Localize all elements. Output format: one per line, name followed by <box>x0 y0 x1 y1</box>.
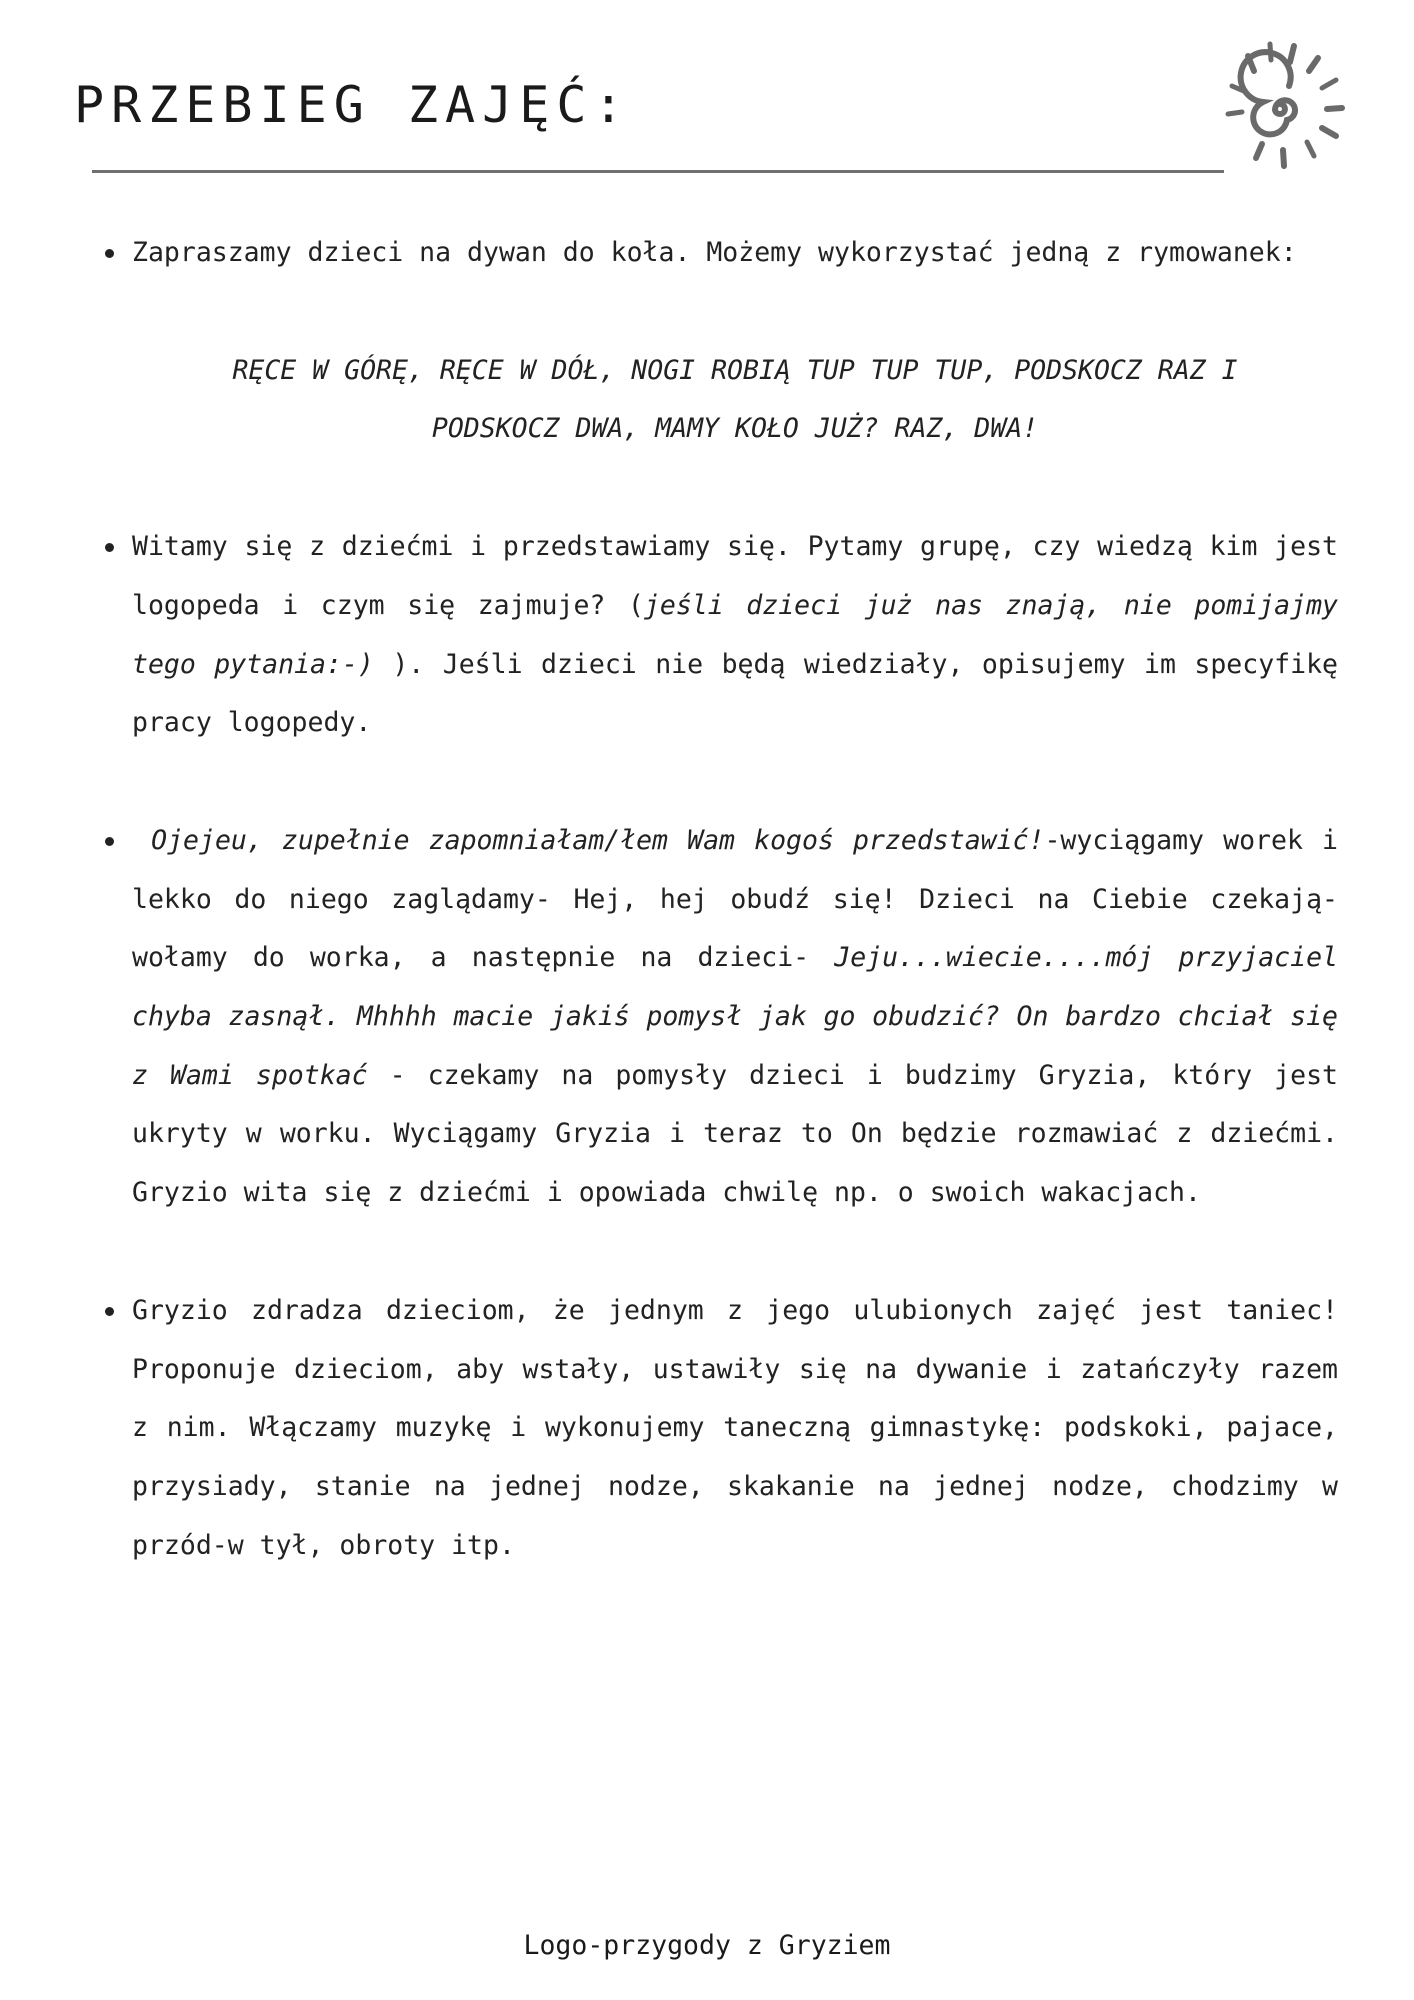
page-title: PRZEBIEG ZAJĘĆ: <box>74 76 631 134</box>
bullet-icon <box>105 1307 114 1316</box>
list-item <box>102 812 1338 1223</box>
item-text: - czekamy na pomysły dzieci i budzimy Gryzia, który jest ukryty w worku. Wyciągamy Gryzia i teraz to On będzie rozmawiać z dziećmi. Gryzio wita się z dziećmi i opowiada chwilę np. o swoich wakacjach. <box>132 1059 1338 1209</box>
bullet-icon <box>105 543 114 552</box>
sun-spiral-icon <box>1210 38 1360 178</box>
list-item <box>102 518 1338 753</box>
item-text: -wyciągamy worek i lekko do niego zaglądamy- Hej, hej obudź się! Dzieci na Ciebie czekają- wołamy do worka, a następnie na dzieci- <box>132 824 1338 974</box>
item-text: Gryzio zdradza dzieciom, że jednym z jego ulubionych zajęć jest taniec! Proponuje dzieciom, aby wstały, ustawiły się na dywanie i zatańczyły razem z nim. Włączamy muzykę i wykonujemy taneczną gimnastykę: podskoki, pajace, przysiady, stanie na jednej nodze, skakanie na jednej nodze, chodzimy w przód-w tył, obroty itp. <box>132 1294 1338 1561</box>
rhyme-line: PODSKOCZ DWA, MAMY KOŁO JUŻ? RAZ, DWA! <box>431 413 1039 445</box>
item-text: Witamy się z dziećmi i przedstawiamy się. Pytamy grupę, czy wiedzą kim jest logopeda i czym się zajmuje? ( <box>132 531 1338 621</box>
title-divider <box>92 170 1224 173</box>
bullet-list <box>102 224 1338 283</box>
item-text: ). Jeśli dzieci nie będą wiedziały, opisujemy im specyfikę pracy logopedy. <box>132 648 1338 739</box>
rhyme-quote <box>132 342 1338 459</box>
list-item <box>102 224 1338 283</box>
page-footer: Logo-przygody z Gryziem <box>523 1930 891 1961</box>
list-item <box>102 1282 1338 1576</box>
lesson-steps <box>102 224 1338 1634</box>
bullet-icon <box>105 837 114 846</box>
item-text-italic: jeśli dzieci już nas znają, nie pomijajmy tego pytania:-) <box>132 589 1338 680</box>
rhyme-line: RĘCE W GÓRĘ, RĘCE W DÓŁ, NOGI ROBIĄ TUP TUP TUP, PODSKOCZ RAZ I <box>232 354 1238 386</box>
item-text: Zapraszamy dzieci na dywan do koła. Możemy wykorzystać jedną z rymowanek: <box>132 237 1297 268</box>
item-text-italic: Ojejeu, zupełnie zapomniałam/łem Wam kogoś przedstawić! <box>132 824 1045 856</box>
bullet-icon <box>105 249 114 258</box>
bullet-list <box>102 518 1338 1575</box>
item-text-italic: Jeju...wiecie....mój przyjaciel chyba zasnął. Mhhhh macie jakiś pomysł jak go obudzić? On bardzo chciał się z Wami spotkać <box>132 942 1338 1091</box>
